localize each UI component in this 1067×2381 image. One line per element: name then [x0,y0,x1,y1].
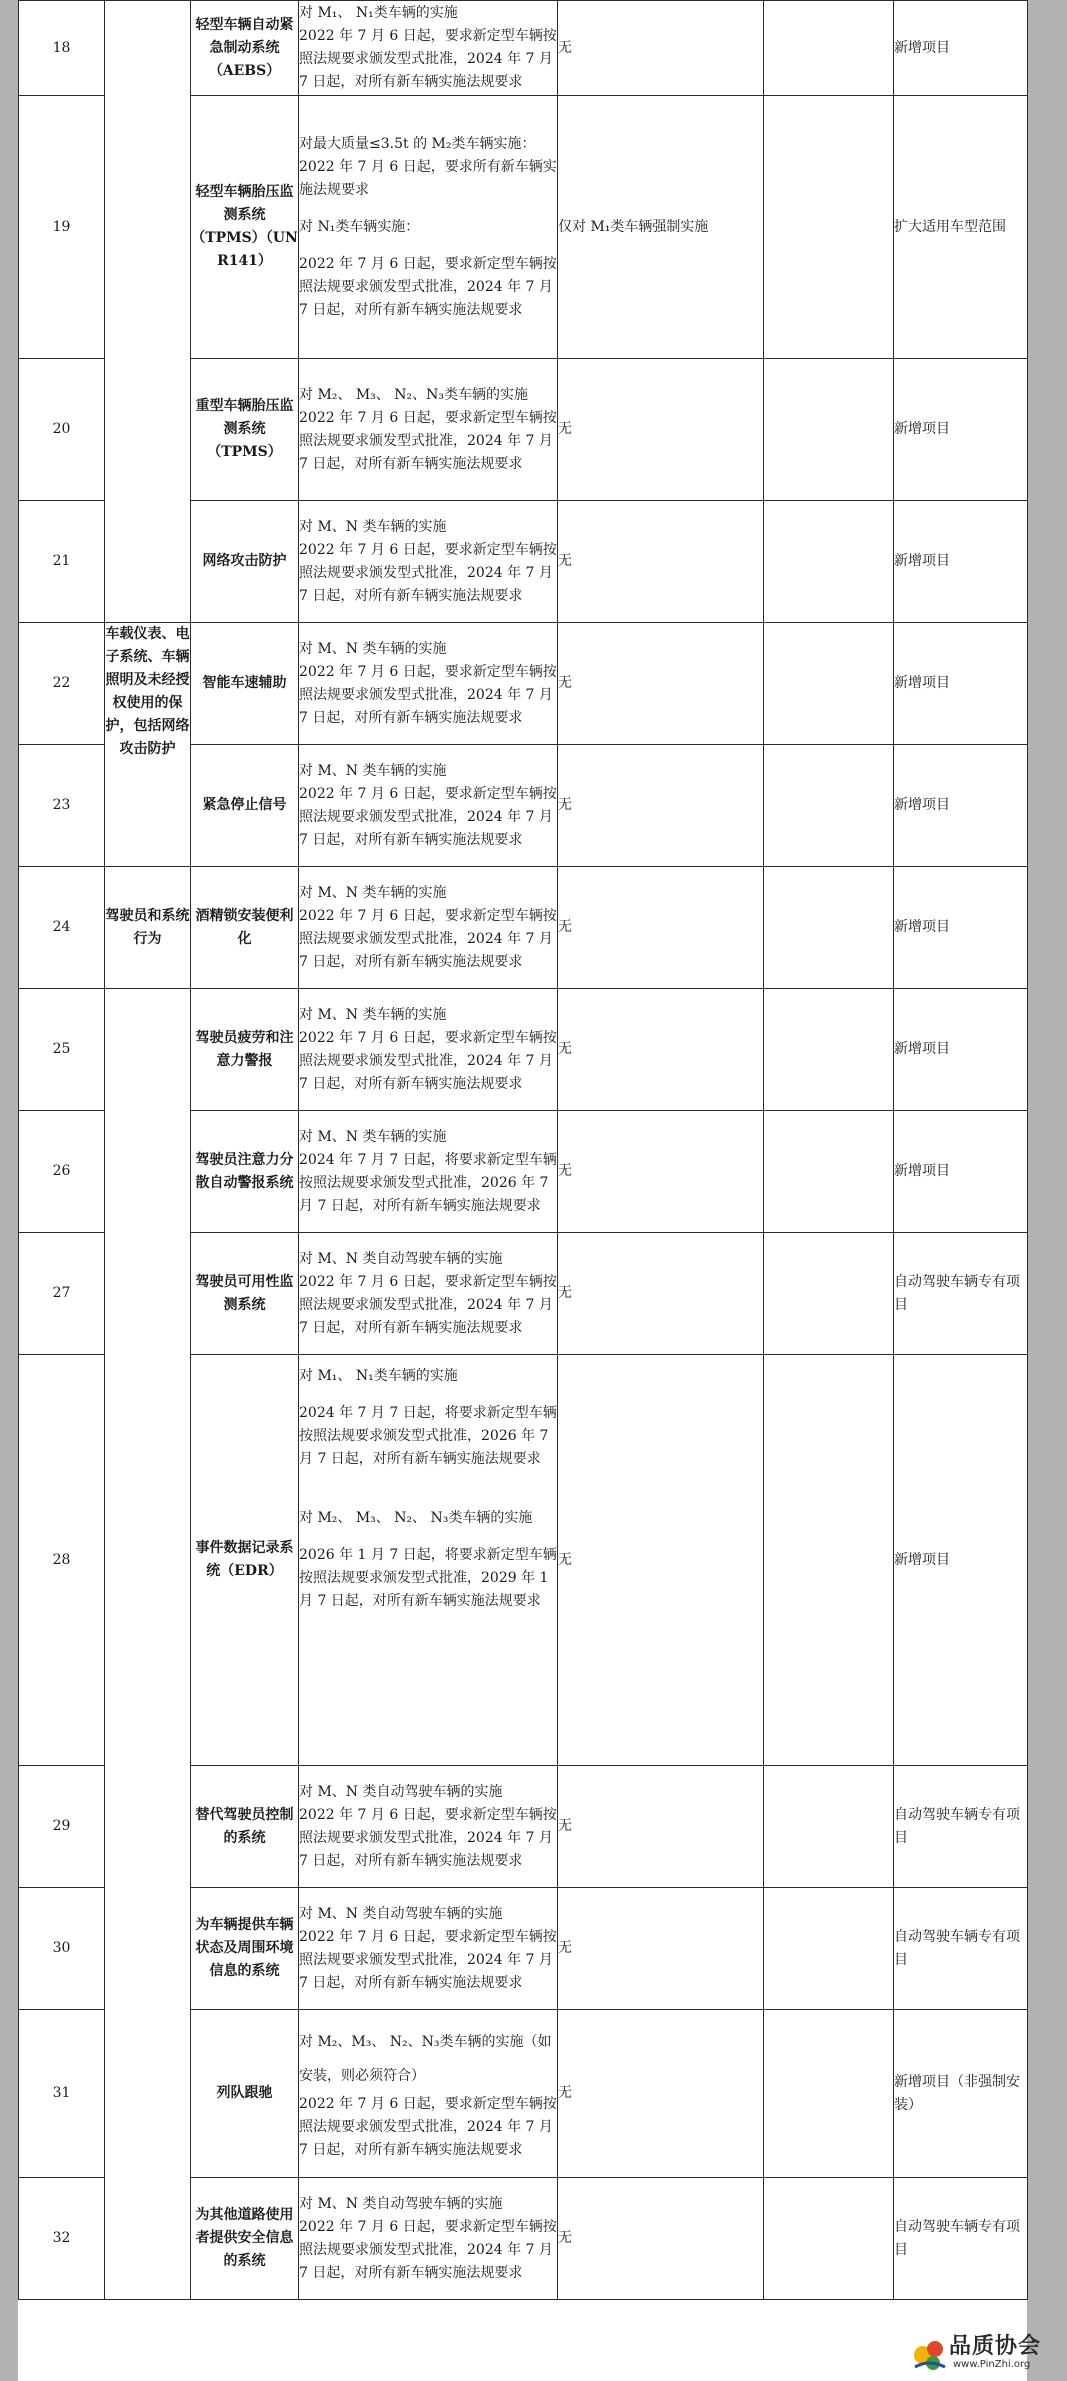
table-row [19,989,1028,1111]
item-name: 酒精锁安装便利化 [191,867,299,989]
spacer [299,1471,557,1507]
note-cell: 新增项目 [894,867,1028,989]
note-cell: 自动驾驶车辆专有项目 [894,1766,1028,1888]
item-name: 事件数据记录系统（EDR） [191,1355,299,1766]
restriction-cell: 无 [558,501,764,623]
category-cell [105,989,191,2300]
restriction-cell: 无 [558,1888,764,2010]
row-number: 27 [19,1233,105,1355]
impl-line: 对 M₁、 N₁类车辆的实施 [299,5,458,21]
row-number: 20 [19,359,105,501]
note-cell: 新增项目 [894,745,1028,867]
restriction-cell: 无 [558,623,764,745]
implementation-cell [299,96,558,359]
note-cell: 新增项目（非强制安装） [894,2010,1028,2178]
table-row [19,623,1028,745]
impl-line: 对 M、N 类车辆的实施 [299,762,447,779]
impl-line: 对 M、N 类车辆的实施 [299,1006,447,1023]
implementation-cell [299,1,558,96]
row-number: 23 [19,745,105,867]
impl-line: 对最大质量≤3.5t 的 M₂类车辆实施： [299,135,536,152]
row-number: 31 [19,2010,105,2178]
blank-cell [764,1111,894,1233]
impl-line: 2022 年 7 月 6 日起，要求新定型车辆按照法规要求颁发型式批准，2024 年 7 月 7 日起，对所有新车辆实施法规要求 [299,2096,557,2158]
restriction-cell: 无 [558,989,764,1111]
spacer [299,1530,557,1544]
item-name: 智能车速辅助 [191,623,299,745]
impl-line: 对 M、N 类自动驾驶车辆的实施 [299,2195,503,2212]
row-number: 32 [19,2178,105,2300]
impl-line: 对 M₂、 M₃、 N₂、N₃类车辆的实施 [299,386,528,403]
impl-line: 2024 年 7 月 7 日起，将要求新定型车辆按照法规要求颁发型式批准，2026 年 7 月 7 日起，对所有新车辆实施法规要求 [299,1405,557,1467]
watermark-name: 品质协会 [949,2333,1042,2359]
item-name: 轻型车辆胎压监测系统（TPMS）（UN R141） [191,96,299,359]
row-number: 18 [19,1,105,96]
item-name: 为其他道路使用者提供安全信息的系统 [191,2178,299,2300]
impl-line: 2022 年 7 月 6 日起，要求新定型车辆按照法规要求颁发型式批准，2024 年 7 月 7 日起，对所有新车辆实施法规要求 [299,255,557,318]
document-page [18,0,1027,2381]
spacer [299,1388,557,1402]
impl-line: 2022 年 7 月 6 日起，要求新定型车辆按照法规要求颁发型式批准，2024 年 7 月 7 日起，对所有新车辆实施法规要求 [299,785,557,848]
impl-line: 2022 年 7 月 6 日起，要求新定型车辆按照法规要求颁发型式批准，2024 年 7 月 7 日起，对所有新车辆实施法规要求 [299,541,557,604]
regulation-table [18,0,1028,2300]
impl-line: 2022 年 7 月 6 日起，要求新定型车辆按照法规要求颁发型式批准，2024 年 7 月 7 日起，对所有新车辆实施法规要求 [299,663,557,726]
note-cell: 新增项目 [894,1,1028,96]
row-number: 22 [19,623,105,745]
implementation-cell [299,1888,558,2010]
table-row [19,867,1028,989]
impl-line: 对 M、N 类自动驾驶车辆的实施 [299,1250,503,1267]
restriction-cell: 无 [558,1233,764,1355]
blank-cell [764,867,894,989]
watermark-logo [909,2329,1059,2377]
spacer [299,202,557,216]
note-cell: 自动驾驶车辆专有项目 [894,1233,1028,1355]
row-number: 29 [19,1766,105,1888]
impl-line: 2022 年 7 月 6 日起，要求所有新车辆实施法规要求 [299,158,557,198]
restriction-cell: 无 [558,2010,764,2178]
category-cell: 车载仪表、电子系统、车辆照明及未经授权使用的保护，包括网络攻击防护 [105,623,191,867]
blank-cell [764,1355,894,1766]
implementation-cell [299,1766,558,1888]
item-name: 紧急停止信号 [191,745,299,867]
blank-cell [764,2010,894,2178]
impl-line: 2022 年 7 月 6 日起，要求新定型车辆按照法规要求颁发型式批准，2024 年 7 月 7 日起，对所有新车辆实施法规要求 [299,1928,557,1991]
impl-line: 对 M、N 类自动驾驶车辆的实施 [299,1905,503,1922]
implementation-cell [299,501,558,623]
restriction-cell: 无 [558,359,764,501]
row-number: 25 [19,989,105,1111]
note-cell: 新增项目 [894,989,1028,1111]
item-name: 驾驶员疲劳和注意力警报 [191,989,299,1111]
impl-line: 2026 年 1 月 7 日起，将要求新定型车辆按照法规要求颁发型式批准，2029 年 1 月 7 日起，对所有新车辆实施法规要求 [299,1547,557,1609]
item-name: 轻型车辆自动紧急制动系统（AEBS） [191,1,299,96]
note-cell: 新增项目 [894,623,1028,745]
row-number: 30 [19,1888,105,2010]
blank-cell [764,1766,894,1888]
item-name: 重型车辆胎压监测系统（TPMS） [191,359,299,501]
note-cell: 自动驾驶车辆专有项目 [894,2178,1028,2300]
blank-cell [764,623,894,745]
note-cell: 新增项目 [894,1111,1028,1233]
row-number: 28 [19,1355,105,1766]
restriction-cell: 仅对 M₁类车辆强制实施 [558,96,764,359]
note-cell: 新增项目 [894,1355,1028,1766]
item-name: 驾驶员注意力分散自动警报系统 [191,1111,299,1233]
category-cell [105,1,191,623]
category-cell: 驾驶员和系统行为 [105,867,191,989]
impl-line: 对 M、N 类车辆的实施 [299,640,447,657]
item-name: 列队跟驰 [191,2010,299,2178]
implementation-cell [299,1355,558,1766]
implementation-cell [299,1233,558,1355]
impl-line: 对 M、N 类车辆的实施 [299,518,447,535]
blank-cell [764,501,894,623]
note-cell: 扩大适用车型范围 [894,96,1028,359]
blank-cell [764,989,894,1111]
restriction-cell: 无 [558,1766,764,1888]
note-cell: 新增项目 [894,501,1028,623]
implementation-cell [299,2010,558,2178]
blank-cell [764,359,894,501]
item-name: 为车辆提供车辆状态及周围环境信息的系统 [191,1888,299,2010]
restriction-cell: 无 [558,867,764,989]
impl-line: 2022 年 7 月 6 日起，要求新定型车辆按照法规要求颁发型式批准，2024 年 7 月 7 日起，对所有新车辆实施法规要求 [299,28,557,90]
pinzhi-logo-icon [909,2333,949,2373]
impl-line: 对 M₂、 M₃、 N₂、 N₃类车辆的实施 [299,1510,533,1526]
impl-line: 对 M、N 类自动驾驶车辆的实施 [299,1783,503,1800]
row-number: 21 [19,501,105,623]
impl-line: 2022 年 7 月 6 日起，要求新定型车辆按照法规要求颁发型式批准，2024 年 7 月 7 日起，对所有新车辆实施法规要求 [299,907,557,970]
watermark-url: www.PinZhi.org [953,2359,1031,2370]
note-cell: 新增项目 [894,359,1028,501]
row-number: 26 [19,1111,105,1233]
item-name: 替代驾驶员控制的系统 [191,1766,299,1888]
implementation-cell [299,745,558,867]
blank-cell [764,1888,894,2010]
impl-line: 2022 年 7 月 6 日起，要求新定型车辆按照法规要求颁发型式批准，2024 年 7 月 7 日起，对所有新车辆实施法规要求 [299,409,557,472]
row-number: 24 [19,867,105,989]
blank-cell [764,1233,894,1355]
restriction-cell: 无 [558,1,764,96]
implementation-cell [299,623,558,745]
spacer [299,239,557,253]
restriction-cell: 无 [558,1111,764,1233]
implementation-cell [299,989,558,1111]
impl-line: 对 M₁、 N₁类车辆的实施 [299,1368,458,1384]
item-name: 网络攻击防护 [191,501,299,623]
implementation-cell [299,359,558,501]
restriction-cell: 无 [558,1355,764,1766]
impl-line: 2022 年 7 月 6 日起，要求新定型车辆按照法规要求颁发型式批准，2024 年 7 月 7 日起，对所有新车辆实施法规要求 [299,1273,557,1336]
blank-cell [764,745,894,867]
blank-cell [764,96,894,359]
impl-line: 对 M₂、M₃、 N₂、N₃类车辆的实施（如安装，则必须符合） [299,2034,552,2084]
impl-line: 对 M、N 类车辆的实施 [299,1128,447,1145]
impl-line: 2022 年 7 月 6 日起，要求新定型车辆按照法规要求颁发型式批准，2024 年 7 月 7 日起，对所有新车辆实施法规要求 [299,1029,557,1092]
implementation-cell [299,867,558,989]
blank-cell [764,2178,894,2300]
impl-line: 2022 年 7 月 6 日起，要求新定型车辆按照法规要求颁发型式批准，2024 年 7 月 7 日起，对所有新车辆实施法规要求 [299,2218,557,2281]
implementation-cell [299,1111,558,1233]
impl-line: 2022 年 7 月 6 日起，要求新定型车辆按照法规要求颁发型式批准，2024 年 7 月 7 日起，对所有新车辆实施法规要求 [299,1806,557,1869]
item-name: 驾驶员可用性监测系统 [191,1233,299,1355]
impl-line: 对 M、N 类车辆的实施 [299,884,447,901]
impl-line: 2024 年 7 月 7 日起，将要求新定型车辆按照法规要求颁发型式批准，2026 年 7 月 7 日起，对所有新车辆实施法规要求 [299,1151,557,1214]
row-number: 19 [19,96,105,359]
implementation-cell [299,2178,558,2300]
blank-cell [764,1,894,96]
table-row [19,1,1028,96]
note-cell: 自动驾驶车辆专有项目 [894,1888,1028,2010]
restriction-cell: 无 [558,745,764,867]
restriction-cell: 无 [558,2178,764,2300]
impl-line: 对 N₁类车辆实施： [299,218,420,235]
